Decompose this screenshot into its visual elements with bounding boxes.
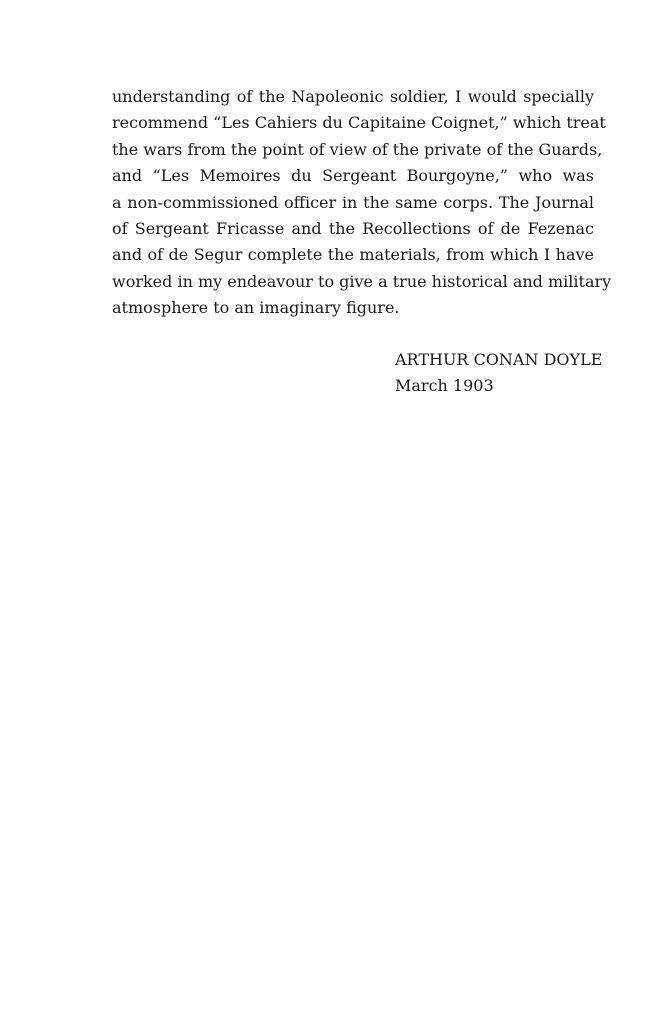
signature-block [395,347,615,400]
paragraph-line: and of de Segur complete the materials, from which I have [112,245,594,265]
paragraph-line: and “Les Memoires du Sergeant Bourgoyne,” who was [112,166,594,186]
paragraph-line: worked in my endeavour to give a true historical and military [112,271,612,291]
paragraph-line: of Sergeant Fricasse and the Recollections of de Fezenac [112,219,594,239]
author-name: ARTHUR CONAN DOYLE [395,350,603,369]
paragraph-line: atmosphere to an imaginary figure. [112,298,400,318]
paragraph-line: recommend “Les Cahiers du Capitaine Coignet,” which treat [112,113,606,133]
body-paragraph [112,84,612,322]
paragraph-line: understanding of the Napoleonic soldier, I would specially [112,87,594,106]
paragraph-line: the wars from the point of view of the private of the Guards, [112,139,603,159]
paragraph-line: a non-commissioned officer in the same corps. The Journal [112,192,594,212]
signature-date: March 1903 [395,376,494,396]
